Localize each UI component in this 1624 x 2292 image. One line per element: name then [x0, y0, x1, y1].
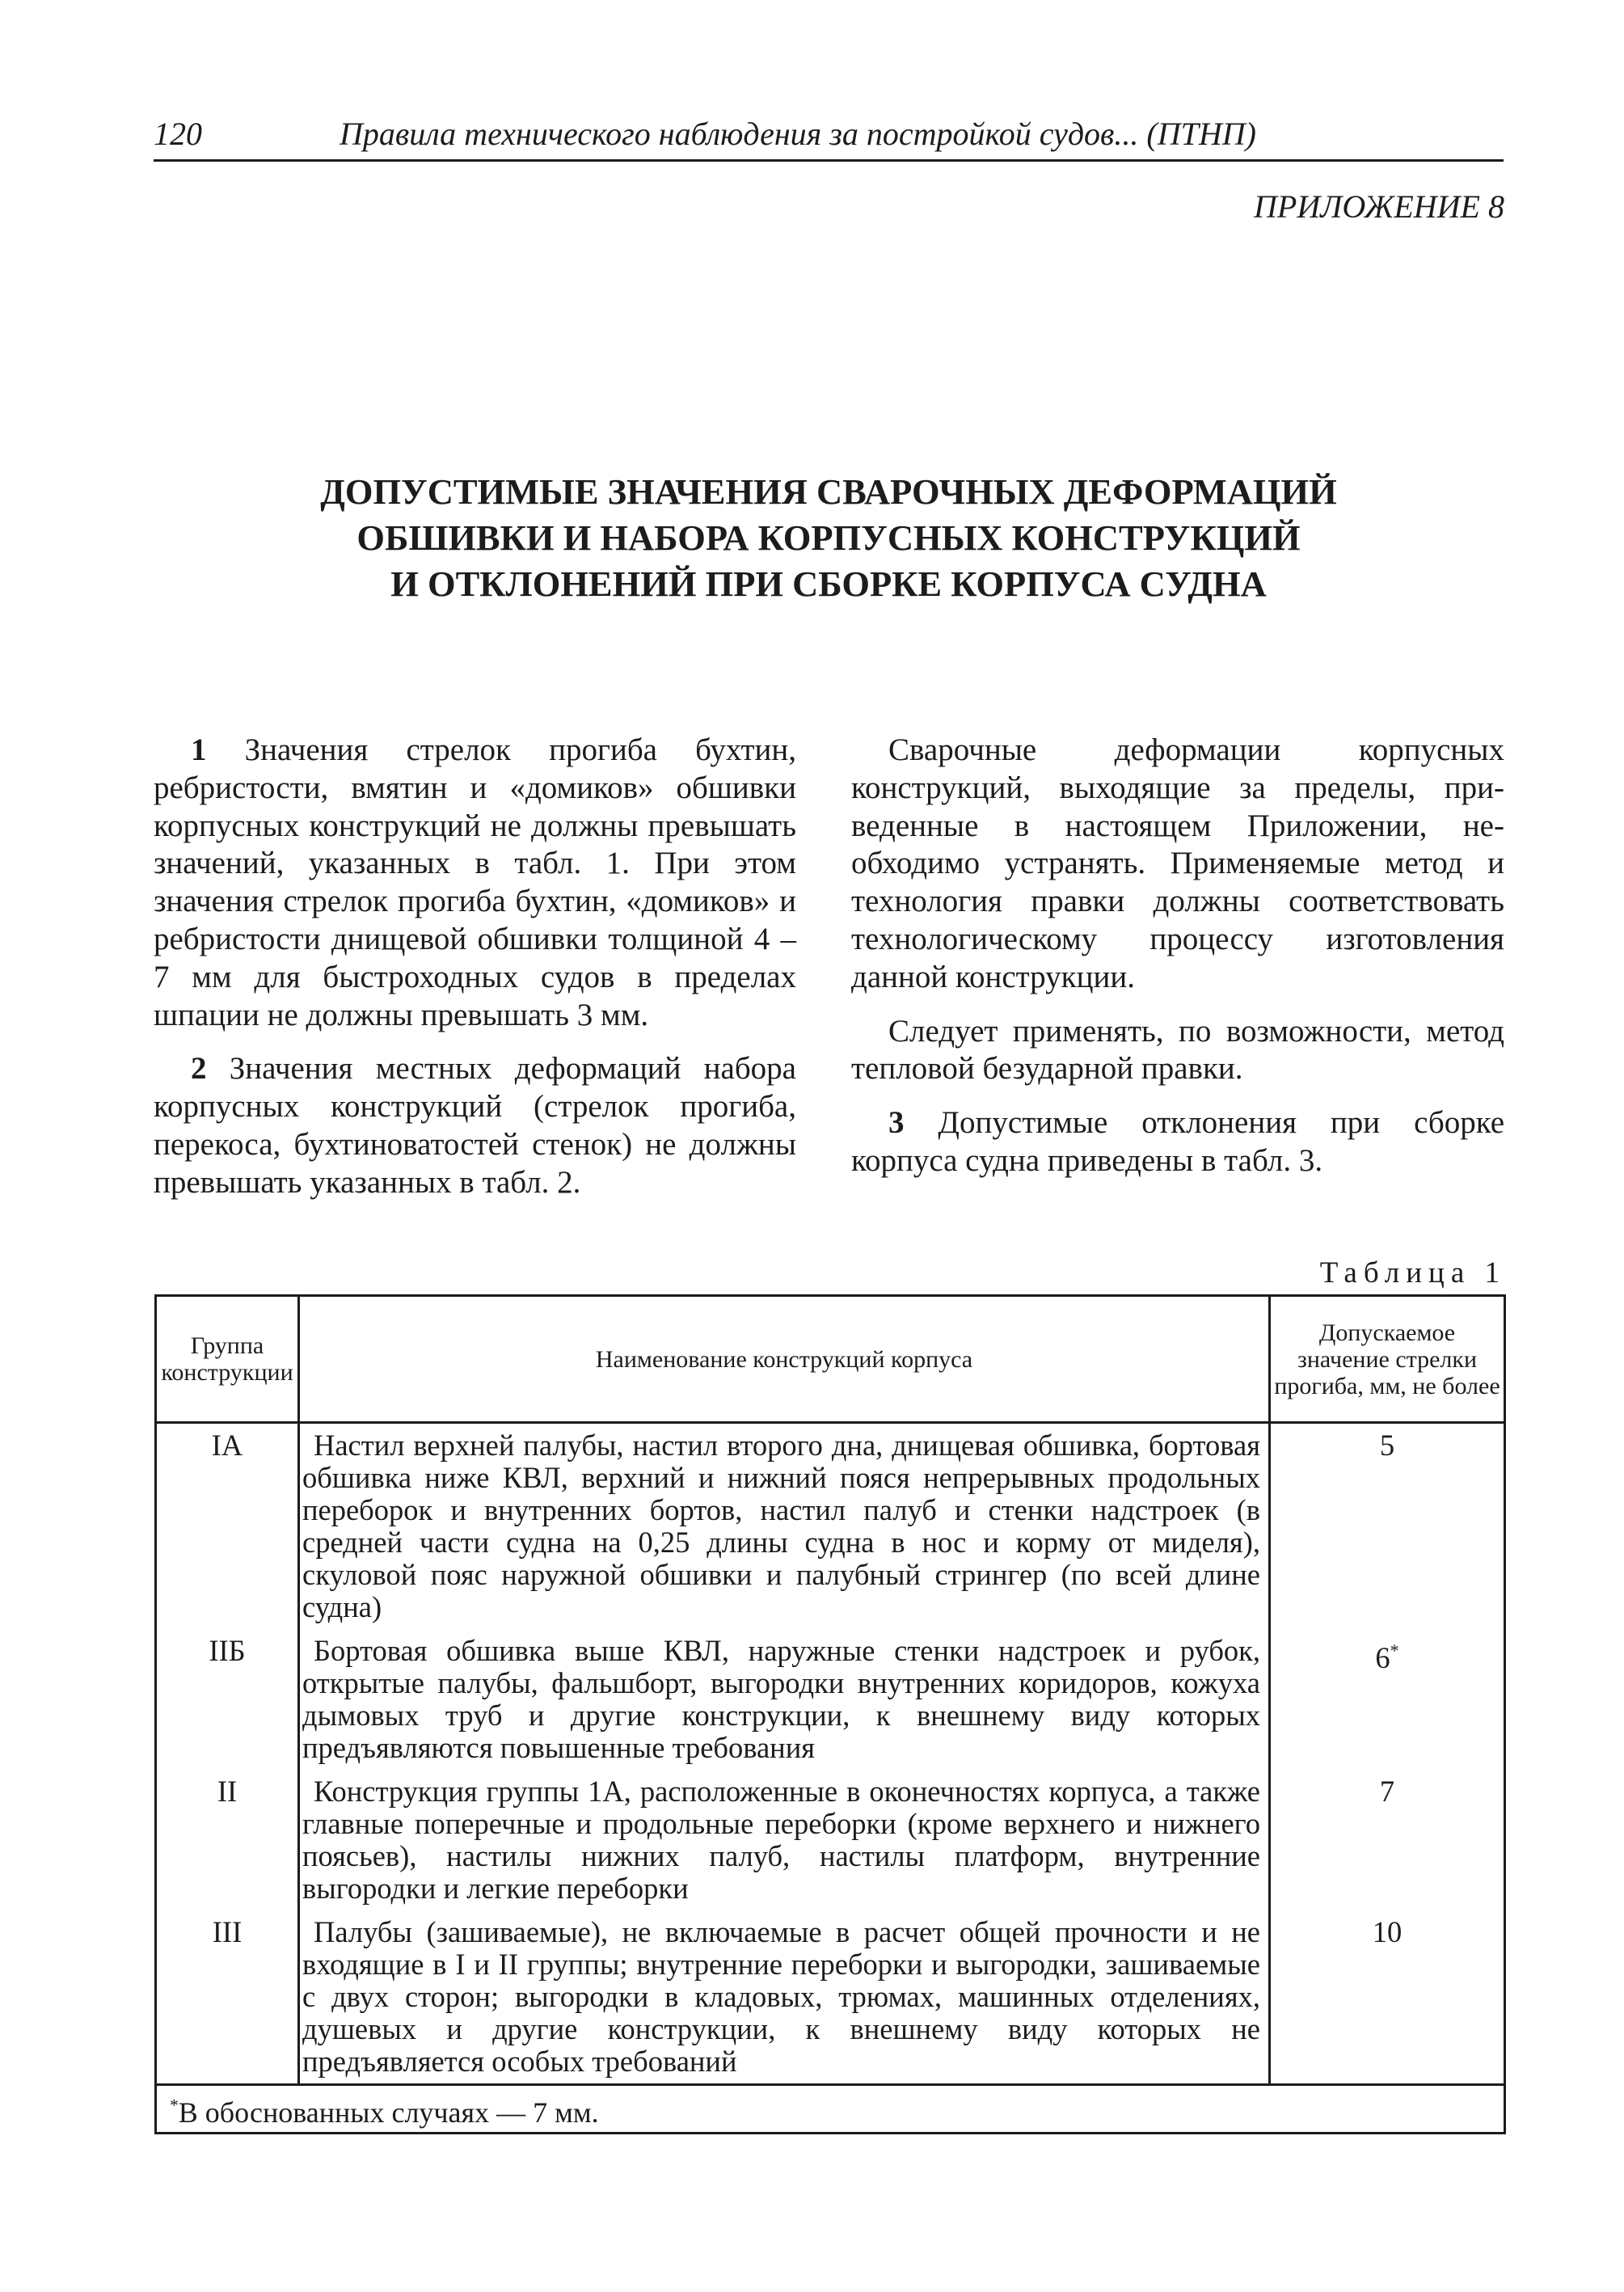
name-cell: Бортовая обшивка выше КВЛ, наружные стенки надстроек и рубок, открытые палубы, фальшборт, выгородки внутренних коридоров, кожуха дымовых труб и другие конструкции, к внешнему виду которых предъявляются повышенные требования [299, 1629, 1270, 1770]
table-caption: Таблица 1 [1319, 1256, 1506, 1290]
running-title: Правила технического наблюдения за постройкой судов... (ПТНП) [340, 116, 1256, 152]
group-cell: IIБ [156, 1629, 299, 1770]
paragraph-number: 1 [191, 732, 207, 767]
left-column [154, 732, 796, 1202]
name-cell: Настил верхней палубы, настил второго дна, днищевая обшивка, бортовая обшивка ниже КВЛ, верхний и нижний пояся непрерывных продольных переборок и внутренних бортов, настил палуб и стенки надстроек (в средней части судна на 0,25 длины судна в нос и корму от миделя), скуловой пояс наружной обшивки и палубный стрингер (по всей длине судна) [299, 1423, 1270, 1630]
header-rule [154, 159, 1504, 162]
paragraph-text: Сварочные деформации корпусных конструкций, выходящие за пределы, приведенные в настоящем Приложении, необходимо устранять. Применяемые метод и технология правки должны соответствовать технологическому процессу изготовления данной конструкции. [851, 732, 1504, 994]
table-footnote-row [156, 2085, 1505, 2134]
value-number: 6 [1375, 1641, 1390, 1675]
footnote-marker: * [170, 2096, 179, 2115]
paragraph-text: Следует применять, по возможности, метод тепловой безударной правки. [851, 1013, 1504, 1087]
paragraph-text: Значения стрелок прогиба бухтин, ребристости, вмятин и «домиков» обшивки корпусных конструкций не должны превышать значений, указанных в табл. 1. При этом значения стрелок прогиба бухтин, «домиков» и ребристости днищевой обшивки толщиной 4 – 7 мм для быстроходных судов в пределах шпации не должны превышать 3 мм. [154, 732, 796, 1032]
value-cell: 10 [1270, 1910, 1505, 2085]
paragraph-number: 3 [888, 1105, 905, 1141]
document-title [154, 469, 1504, 607]
title-line: И ОТКЛОНЕНИЙ ПРИ СБОРКЕ КОРПУСА СУДНА [390, 564, 1267, 604]
name-cell: Палубы (зашиваемые), не включаемые в расчет общей прочности и не входящие в I и II группы; внутренние переборки и выгородки, зашиваемые с двух сторон; выгородки в кладовых, трюмах, машинных отделениях, душевых и другие конструкции, к внешнему виду которых не предъявляется особых требований [299, 1910, 1270, 2085]
paragraph-heat-straightening [851, 1013, 1504, 1089]
paragraph-welding [851, 732, 1504, 997]
group-cell: IA [156, 1423, 299, 1630]
footnote-text: В обоснованных случаях — 7 мм. [178, 2096, 599, 2129]
page-number: 120 [154, 116, 202, 152]
table-footnote [156, 2085, 1505, 2134]
deformation-table [154, 1294, 1506, 2134]
right-column [851, 732, 1504, 1180]
name-cell: Конструкция группы 1А, расположенные в оконечностях корпуса, а также главные поперечные и продольные переборки (кроме верхнего и нижнего поясьев), настилы нижних палуб, настилы платформ, внутренние выгородки и легкие переборки [299, 1770, 1270, 1910]
value-cell: 5 [1270, 1423, 1505, 1630]
table-row [156, 1910, 1505, 2085]
title-line: ДОПУСТИМЫЕ ЗНАЧЕНИЯ СВАРОЧНЫХ ДЕФОРМАЦИЙ [320, 471, 1337, 512]
group-cell: III [156, 1910, 299, 2085]
value-cell: 7 [1270, 1770, 1505, 1910]
paragraph-2 [154, 1050, 796, 1201]
footnote-marker: * [1390, 1640, 1399, 1661]
header-value: Допускаемое значение стрелки прогиба, мм, не более [1270, 1296, 1505, 1423]
header-group: Группа конструкции [156, 1296, 299, 1423]
appendix-label: ПРИЛОЖЕНИЕ 8 [1254, 188, 1504, 225]
paragraph-number: 2 [191, 1051, 207, 1087]
title-line: ОБШИВКИ И НАБОРА КОРПУСНЫХ КОНСТРУКЦИЙ [356, 517, 1301, 558]
paragraph-text: Значения местных деформаций набора корпусных конструкций (стрелок прогиба, перекоса, бухтиноватостей стенок) не должны превышать указанных в табл. 2. [154, 1051, 796, 1200]
paragraph-1 [154, 732, 796, 1034]
paragraph-text: Допустимые отклонения при сборке корпуса судна приведены в табл. 3. [851, 1105, 1505, 1178]
paragraph-3 [851, 1104, 1504, 1180]
group-cell: II [156, 1770, 299, 1910]
table-row [156, 1770, 1505, 1910]
table-row [156, 1629, 1505, 1770]
header-name: Наименование конструкций корпуса [299, 1296, 1270, 1423]
value-cell [1270, 1629, 1505, 1770]
table-row [156, 1423, 1505, 1630]
table-header-row [156, 1296, 1505, 1423]
